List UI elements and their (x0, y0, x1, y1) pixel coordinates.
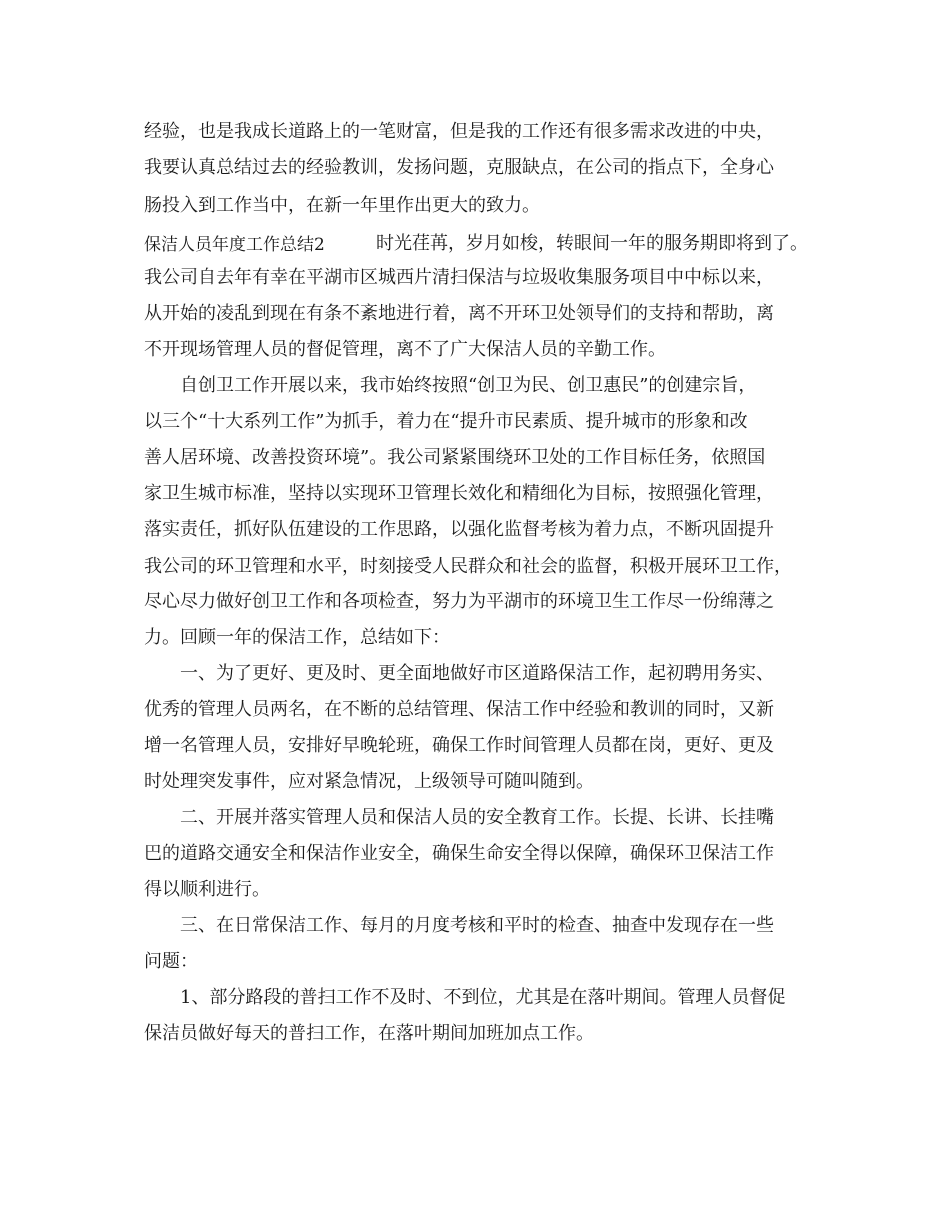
text-line: 落实责任，抓好队伍建设的工作思路，以强化监督考核为着力点，不断巩固提升 (144, 519, 774, 540)
text-line: 得以顺利进行。 (144, 879, 270, 900)
text-line: 以三个“十大系列工作”为抓手，着力在“提升市民素质、提升城市的形象和改 (144, 411, 748, 432)
text-line: 优秀的管理人员两名，在不断的总结管理、保洁工作中经验和教训的同时，又新 (144, 699, 774, 720)
paragraph-start: 二、开展并落实管理人员和保洁人员的安全教育工作。长提、长讲、长挂嘴 (144, 807, 774, 828)
text-line: 善人居环境、改善投资环境”。我公司紧紧围绕环卫处的工作目标任务，依照国 (144, 447, 766, 468)
section-heading: 保洁人员年度工作总结2 (144, 235, 325, 255)
text-line: 问题： (144, 951, 198, 972)
text-line: 增一名管理人员，安排好早晚轮班，确保工作时间管理人员都在岗，更好、更及 (144, 735, 774, 756)
text-line: 经验，也是我成长道路上的一笔财富，但是我的工作还有很多需求改进的中央， (144, 121, 774, 142)
text-line: 巴的道路交通安全和保洁作业安全，确保生命安全得以保障，确保环卫保洁工作 (144, 843, 774, 864)
text-line: 时光荏苒，岁月如梭，转眼间一年的服务期即将到了。 (376, 233, 808, 254)
text-line: 尽心尽力做好创卫工作和各项检查，努力为平湖市的环境卫生工作尽一份绵薄之 (144, 591, 774, 612)
text-line: 我公司自去年有幸在平湖市区城西片清扫保洁与垃圾收集服务项目中中标以来， (144, 267, 774, 288)
paragraph-start: 1、部分路段的普扫工作不及时、不到位，尤其是在落叶期间。管理人员督促 (144, 987, 786, 1008)
text-line: 家卫生城市标准，坚持以实现环卫管理长效化和精细化为目标，按照强化管理， (144, 483, 774, 504)
text-line: 保洁员做好每天的普扫工作，在落叶期间加班加点工作。 (144, 1023, 594, 1044)
text-line: 我要认真总结过去的经验教训，发扬问题，克服缺点，在公司的指点下，全身心 (144, 157, 774, 178)
text-line: 不开现场管理人员的督促管理，离不了广大保洁人员的辛勤工作。 (144, 339, 666, 360)
paragraph-start: 一、为了更好、更及时、更全面地做好市区道路保洁工作，起初聘用务实、 (144, 663, 774, 684)
paragraph-start: 三、在日常保洁工作、每月的月度考核和平时的检查、抽查中发现存在一些 (144, 915, 774, 936)
paragraph-start: 自创卫工作开展以来，我市始终按照“创卫为民、创卫惠民”的创建宗旨， (144, 375, 757, 396)
text-line: 从开始的凌乱到现在有条不紊地进行着，离不开环卫处领导们的支持和帮助，离 (144, 303, 774, 324)
text-line: 肠投入到工作当中，在新一年里作出更大的致力。 (144, 195, 540, 216)
text-line: 我公司的环卫管理和水平，时刻接受人民群众和社会的监督，积极开展环卫工作， (144, 556, 792, 577)
text-line: 力。回顾一年的保洁工作，总结如下： (144, 627, 450, 648)
text-line: 时处理突发事件，应对紧急情况，上级领导可随叫随到。 (144, 771, 594, 792)
